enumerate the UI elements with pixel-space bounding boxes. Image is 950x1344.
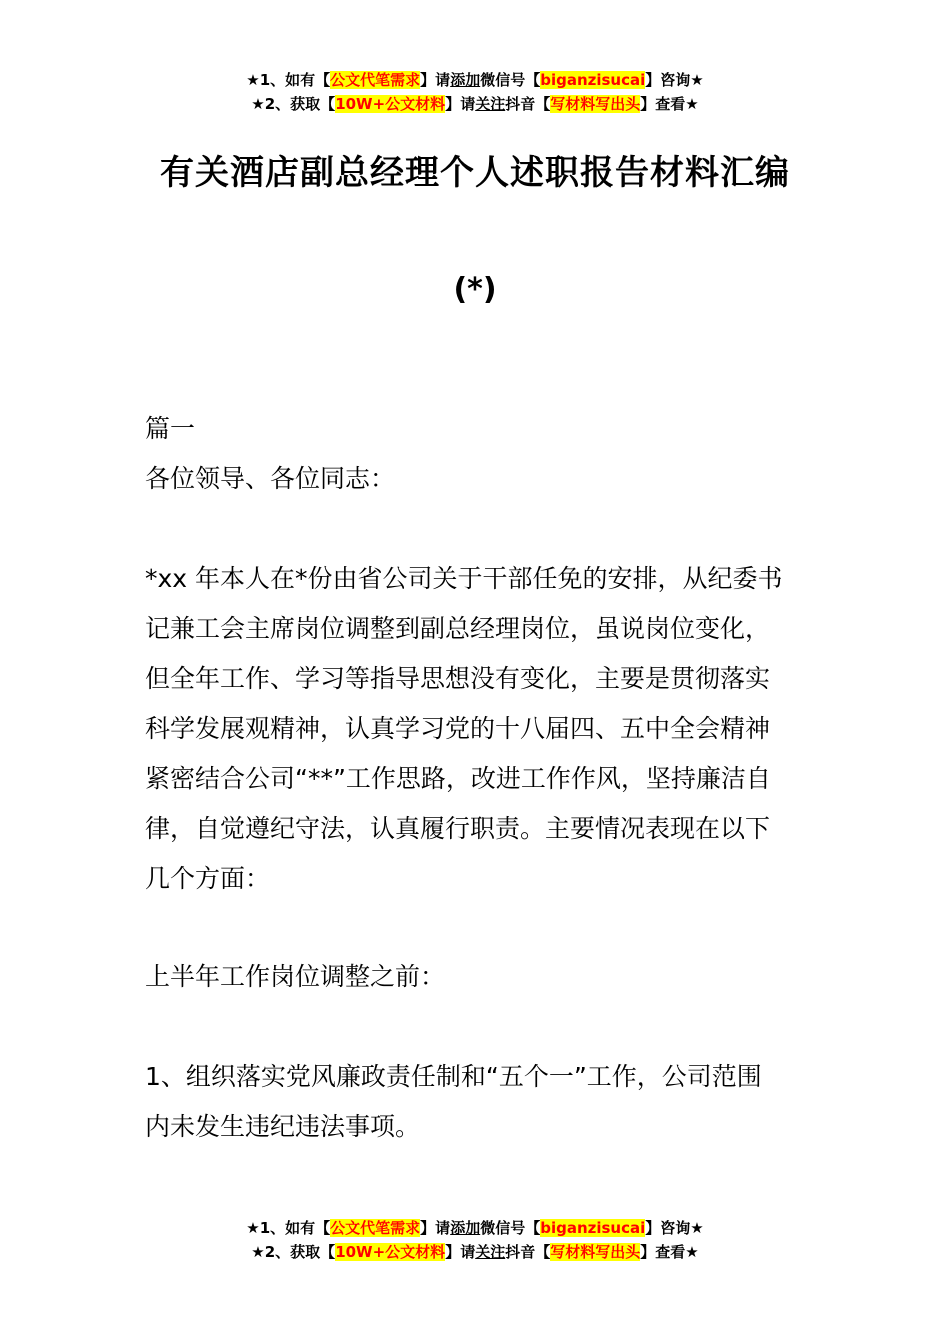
banner-text: 微信号【 xyxy=(480,1219,541,1237)
banner-highlight: 10W+公文材料 xyxy=(335,95,446,113)
banner-text: ★1、如有【 xyxy=(246,71,331,89)
banner-highlight: 公文代笔需求 xyxy=(330,1219,421,1237)
banner-text: ★1、如有【 xyxy=(246,1219,331,1237)
banner-text: 】咨询★ xyxy=(645,71,704,89)
banner-text: 】请 xyxy=(420,71,451,89)
banner-text: 】查看★ xyxy=(640,1243,699,1261)
paragraph-line: 科学发展观精神，认真学习党的十八届四、五中全会精神 xyxy=(145,714,771,743)
banner-text: 】请 xyxy=(445,95,476,113)
document-subtitle: (*) xyxy=(453,272,497,307)
banner-underlined-text: 添加 xyxy=(450,71,481,89)
banner-line-1 xyxy=(0,68,950,92)
banner-highlight: 写材料写出头 xyxy=(550,1243,641,1261)
banner-text: 】查看★ xyxy=(640,95,699,113)
banner-text: ★2、获取【 xyxy=(251,95,336,113)
document-title: 有关酒店副总经理个人述职报告材料汇编 xyxy=(160,153,790,193)
banner-line-1 xyxy=(0,1216,950,1240)
greeting: 各位领导、各位同志： xyxy=(145,464,396,493)
paragraph-line: 但全年工作、学习等指导思想没有变化，主要是贯彻落实 xyxy=(145,664,771,693)
paragraph-line: *xx 年本人在*份由省公司关于干部任免的安排，从纪委书 xyxy=(145,564,783,593)
banner-highlight: 写材料写出头 xyxy=(550,95,641,113)
banner-underlined-text: 关注 xyxy=(475,95,506,113)
section-label: 篇一 xyxy=(145,414,196,443)
banner-line-2 xyxy=(0,1240,950,1264)
paragraph-line: 1、组织落实党风廉政责任制和“五个一”工作，公司范围 xyxy=(145,1062,762,1091)
paragraph-line: 记兼工会主席岗位调整到副总经理岗位，虽说岗位变化， xyxy=(145,614,771,643)
paragraph-line: 律，自觉遵纪守法，认真履行职责。主要情况表现在以下 xyxy=(145,814,771,843)
banner-underlined-text: 添加 xyxy=(450,1219,481,1237)
paragraph-heading: 上半年工作岗位调整之前： xyxy=(145,962,446,991)
paragraph-1 xyxy=(145,554,810,904)
footer-banner xyxy=(0,1216,950,1264)
banner-text: 抖音【 xyxy=(505,95,551,113)
banner-highlight: 10W+公文材料 xyxy=(335,1243,446,1261)
paragraph-line: 内未发生违纪违法事项。 xyxy=(145,1112,421,1141)
banner-text: 抖音【 xyxy=(505,1243,551,1261)
banner-underlined-text: 关注 xyxy=(475,1243,506,1261)
banner-highlight: 公文代笔需求 xyxy=(330,71,421,89)
banner-text: 】咨询★ xyxy=(645,1219,704,1237)
banner-text: 】请 xyxy=(445,1243,476,1261)
banner-text: 】请 xyxy=(420,1219,451,1237)
banner-text: ★2、获取【 xyxy=(251,1243,336,1261)
banner-highlight: biganzisucai xyxy=(540,1219,646,1237)
banner-text: 微信号【 xyxy=(480,71,541,89)
paragraph-line: 紧密结合公司“**”工作思路，改进工作作风，坚持廉洁自 xyxy=(145,764,771,793)
banner-line-2 xyxy=(0,92,950,116)
paragraph-line: 几个方面： xyxy=(145,864,271,893)
header-banner xyxy=(0,68,950,116)
banner-highlight: biganzisucai xyxy=(540,71,646,89)
paragraph-2 xyxy=(145,1052,810,1152)
